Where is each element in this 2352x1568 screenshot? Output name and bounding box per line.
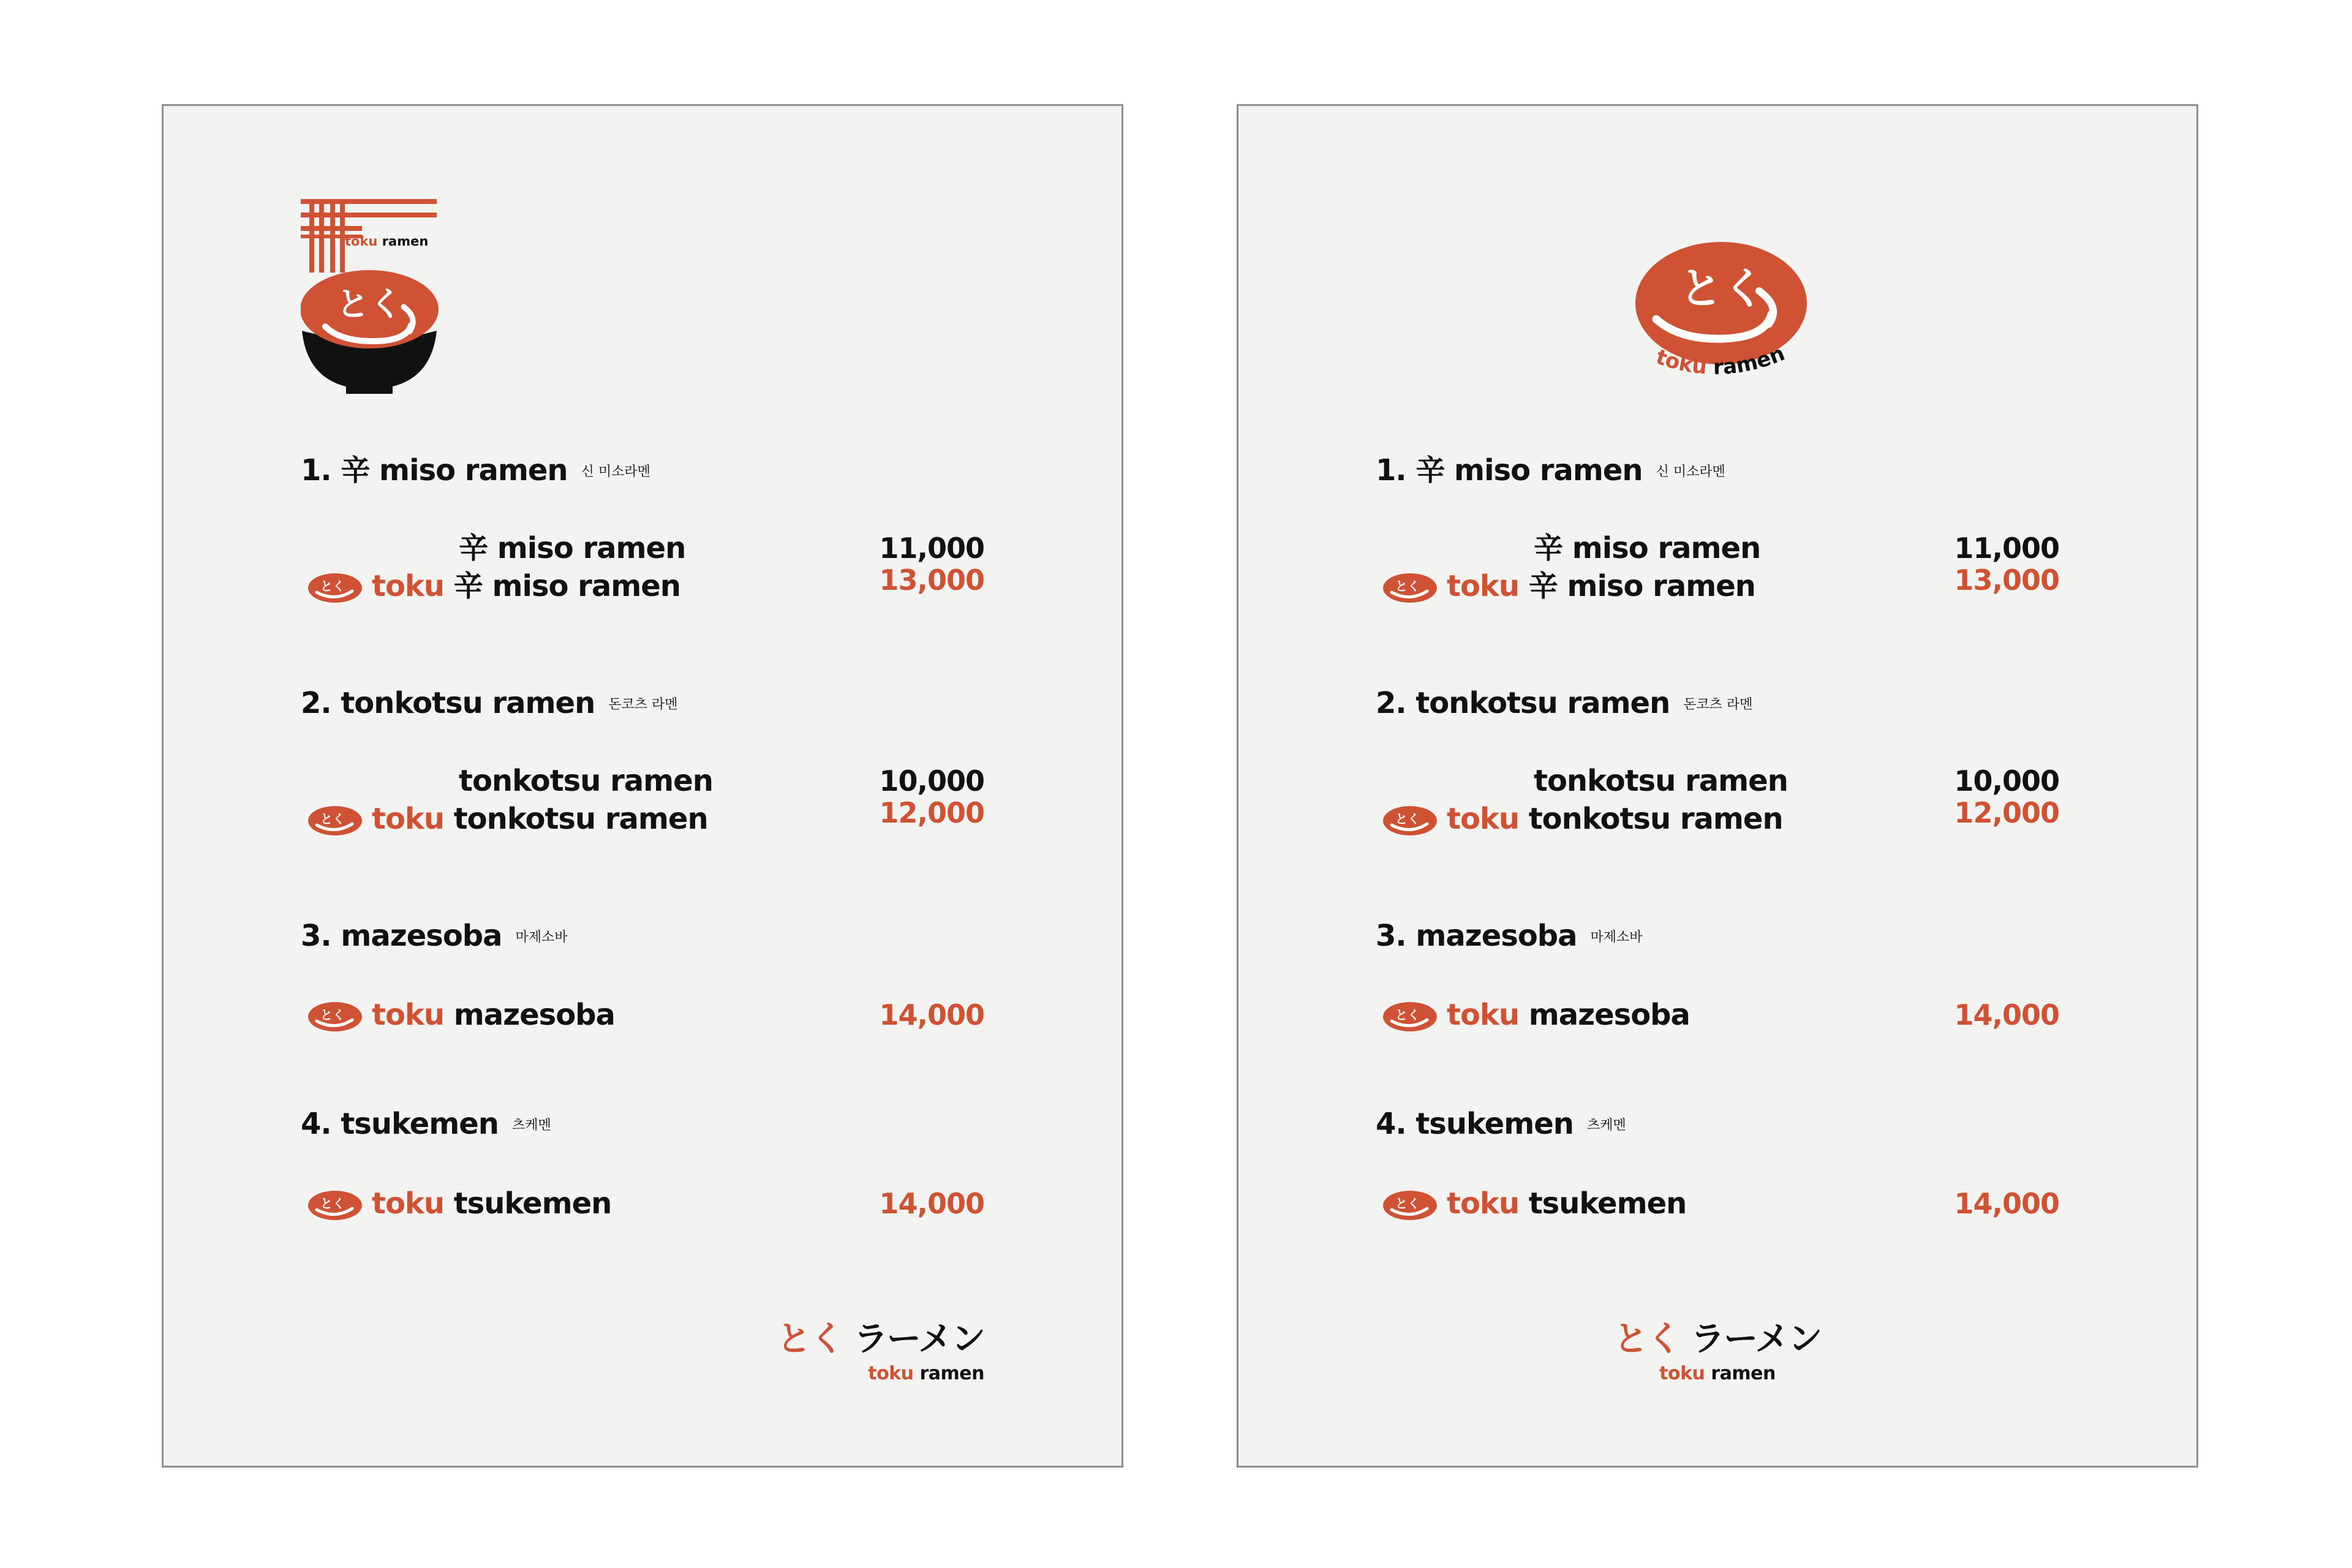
heading-korean: 마제소바	[1590, 930, 1643, 945]
toku-mini-logo-icon	[307, 999, 363, 1035]
menu-price-toku: 14,000	[879, 1187, 984, 1220]
menu-price: 11,000	[1954, 532, 2059, 565]
toku-mini-logo-icon	[307, 803, 363, 839]
menu-price-toku: 14,000	[1954, 998, 2059, 1031]
footer-kana-logo: とく ラーメン	[777, 1319, 984, 1359]
menu-item-toku: toku tonkotsu ramen	[1447, 802, 1783, 836]
menu-item: 辛 miso ramen	[459, 531, 686, 565]
toku-mini-logo-icon	[1382, 999, 1438, 1035]
footer-wordmark: toku ramen	[1659, 1363, 1776, 1384]
menu-price: 10,000	[1954, 764, 2059, 797]
toku-mini-logo-icon	[1382, 570, 1438, 606]
toku-mini-logo-icon	[1382, 1188, 1438, 1223]
toku-mini-logo-icon	[307, 570, 363, 606]
heading-korean: 돈코츠 라멘	[608, 697, 678, 712]
ramen-bowl-icon	[301, 270, 439, 394]
svg-text:とく: とく	[320, 1196, 345, 1211]
menu-price-toku: 14,000	[1954, 1187, 2059, 1220]
section-heading: 4. tsukemen 츠케멘	[301, 1107, 551, 1141]
section-heading: 1. 辛 miso ramen 신 미소라멘	[1376, 453, 1725, 488]
heading-korean: 츠케멘	[1586, 1118, 1626, 1133]
menu-price-toku: 13,000	[1954, 564, 2059, 597]
logo-wordmark: toku ramen	[345, 234, 429, 249]
menu-item: tonkotsu ramen	[1534, 764, 1788, 798]
svg-text:とく: とく	[1679, 263, 1765, 314]
svg-text:とく: とく	[320, 579, 345, 594]
badge-wordmark: toku ramen	[1653, 341, 1789, 380]
svg-text:とく: とく	[1395, 1196, 1420, 1211]
heading-korean: 신 미소라멘	[1656, 464, 1725, 480]
heading-korean: 마제소바	[515, 930, 568, 945]
menu-price-toku: 14,000	[879, 998, 984, 1031]
menu-item-toku: toku mazesoba	[1447, 998, 1690, 1032]
menu-item: 辛 miso ramen	[1534, 531, 1761, 565]
round-badge-logo	[1630, 235, 1814, 388]
heading-korean: 신 미소라멘	[581, 464, 650, 480]
section-heading: 3. mazesoba 마제소바	[301, 919, 568, 953]
svg-text:とく: とく	[1395, 812, 1420, 826]
section-heading: 1. 辛 miso ramen 신 미소라멘	[301, 453, 650, 488]
menu-sheet-left	[162, 104, 1123, 1468]
heading-korean: 돈코츠 라멘	[1683, 697, 1753, 712]
section-heading: 4. tsukemen 츠케멘	[1376, 1107, 1626, 1141]
menu-item-toku: toku 辛 miso ramen	[372, 569, 680, 603]
menu-price: 11,000	[879, 532, 984, 565]
section-heading: 2. tonkotsu ramen 돈코츠 라멘	[301, 686, 678, 720]
menu-price-toku: 13,000	[879, 564, 984, 597]
section-heading: 2. tonkotsu ramen 돈코츠 라멘	[1376, 686, 1753, 720]
section-heading: 3. mazesoba 마제소바	[1376, 919, 1643, 953]
menu-item-toku: toku tsukemen	[372, 1186, 612, 1221]
chopsticks-bowl-logo	[301, 199, 442, 401]
menu-item-toku: toku tsukemen	[1447, 1186, 1687, 1221]
heading-korean: 츠케멘	[511, 1118, 551, 1133]
menu-item-toku: toku 辛 miso ramen	[1447, 569, 1755, 603]
svg-text:とく: とく	[1395, 1008, 1420, 1022]
menu-item-toku: toku mazesoba	[372, 998, 615, 1032]
svg-text:とく: とく	[320, 1008, 345, 1022]
footer-kana-logo: とく ラーメン	[1613, 1319, 1822, 1359]
toku-mini-logo-icon	[307, 1188, 363, 1223]
svg-text:とく: とく	[1395, 579, 1420, 594]
menu-item: tonkotsu ramen	[459, 764, 713, 798]
menu-price-toku: 12,000	[879, 796, 984, 829]
menu-item-toku: toku tonkotsu ramen	[372, 802, 708, 836]
svg-text:とく: とく	[336, 285, 402, 323]
menu-price: 10,000	[879, 764, 984, 797]
toku-mini-logo-icon	[1382, 803, 1438, 839]
footer-wordmark: toku ramen	[868, 1363, 984, 1384]
svg-text:とく: とく	[320, 812, 345, 826]
menu-sheet-right	[1237, 104, 2198, 1468]
menu-price-toku: 12,000	[1954, 796, 2059, 829]
